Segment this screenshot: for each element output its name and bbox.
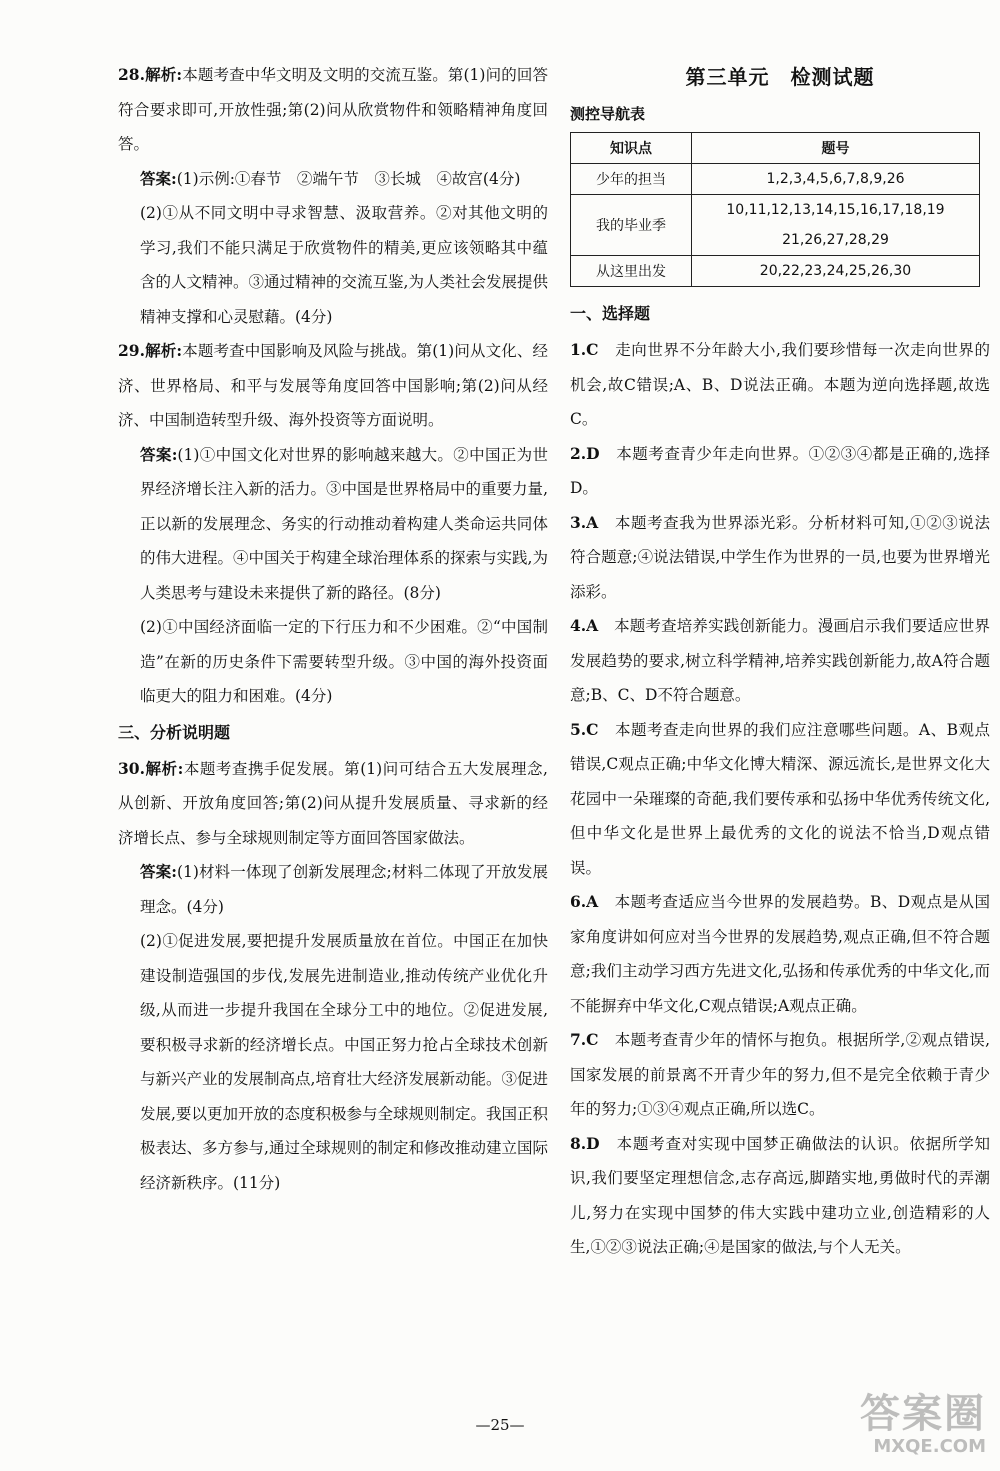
- question-number: 29.: [118, 341, 145, 360]
- answer-text: (1)材料一体现了创新发展理念;材料二体现了开放发展理念。(4分): [140, 863, 548, 916]
- table-header-cell: 知识点: [571, 133, 692, 164]
- item-text: 本题考查走向世界的我们应注意哪些问题。A、B观点错误,C观点正确;中华文化博大精深、源远流长,是世界文化大花园中一朵璀璨的奇葩,我们要传承和弘扬中华优秀传统文化,但中华文化是世界上最优秀的文化的说法不恰当,D观点错误。: [570, 720, 990, 877]
- item-number: 6.A: [570, 892, 599, 911]
- table-cell: 少年的担当: [571, 164, 692, 195]
- item-text: 本题考查青少年的情怀与抱负。根据所学,②观点错误,国家发展的前景离不开青少年的努力,但不是完全依赖于青少年的努力;①③④观点正确,所以选C。: [570, 1031, 990, 1118]
- q28-answer-2: (2)①从不同文明中寻求智慧、汲取营养。②对其他文明的学习,我们不能只满足于欣赏物件的精美,更应该领略其中蕴含的人文精神。③通过精神的交流互鉴,为人类社会发展提供精神支撑和心灵慰藉。(4分): [140, 204, 548, 326]
- table-cell: 从这里出发: [571, 256, 692, 287]
- table-cell-line: 10,11,12,13,14,15,16,17,18,19: [726, 202, 945, 218]
- choice-item: [570, 609, 990, 713]
- analysis-label: 解析:: [144, 758, 184, 778]
- section-heading: 一、选择题: [570, 304, 651, 323]
- navigation-table: [570, 132, 980, 287]
- item-number: 3.A: [570, 512, 599, 532]
- choice-item: [570, 1127, 990, 1265]
- section-heading: 三、分析说明题: [118, 722, 231, 742]
- choice-item: [570, 713, 990, 886]
- analysis-label: 解析:: [144, 65, 183, 84]
- choice-item: [570, 437, 990, 506]
- analysis-text: 本题考查携手促发展。第(1)问可结合五大发展理念,从创新、开放角度回答;第(2)问从提升发展质量、寻求新的经济增长点、参与全球规则制定等方面回答国家做法。: [118, 759, 548, 847]
- item-text: 本题考查我为世界添光彩。分析材料可知,①②③说法符合题意;④说法错误,中学生作为世界的一员,也要为世界增光添彩。: [570, 513, 990, 601]
- table-header-row: [571, 133, 980, 164]
- item-number: 8.D: [570, 1133, 600, 1153]
- q29-analysis: [118, 334, 548, 438]
- item-number: 5.C: [570, 719, 599, 739]
- table-cell: [692, 195, 980, 256]
- q30-analysis: [118, 752, 548, 856]
- table-cell: 1,2,3,4,5,6,7,8,9,26: [692, 164, 980, 195]
- table-cell: 20,22,23,24,25,26,30: [692, 256, 980, 287]
- unit-title: 第三单元 检测试题: [685, 65, 875, 89]
- left-column: [118, 58, 548, 1200]
- item-text: 本题考查对实现中国梦正确做法的认识。依据所学知识,我们要坚定理想信念,志存高远,脚踏实地,勇做时代的弄潮儿,努力在实现中国梦的伟大实践中建功立业,创造精彩的人生,①②③说法正确;④是国家的做法,与个人无关。: [570, 1134, 990, 1256]
- nav-table-title: 测控导航表: [570, 105, 646, 123]
- analysis-text: 本题考查中国影响及风险与挑战。第(1)问从文化、经济、世界格局、和平与发展等角度回答中国影响;第(2)问从经济、中国制造转型升级、海外投资等方面说明。: [118, 342, 548, 429]
- q28-analysis: [118, 58, 548, 162]
- question-number: 28.: [118, 65, 145, 84]
- choice-item: [570, 885, 990, 1023]
- q28-answer-1: [118, 162, 548, 197]
- table-row: [571, 195, 980, 256]
- answer-label: 答案:: [140, 168, 177, 188]
- item-text: 走向世界不分年龄大小,我们要珍惜每一次走向世界的机会,故C错误;A、B、D说法正确。本题为逆向选择题,故选C。: [570, 341, 990, 428]
- table-row: [571, 256, 980, 287]
- analysis-label: 解析:: [144, 341, 183, 360]
- table-cell: 我的毕业季: [571, 195, 692, 256]
- table-header-cell: 题号: [692, 133, 980, 164]
- watermark-text: 答案圈: [860, 1391, 986, 1437]
- item-number: 7.C: [570, 1030, 599, 1049]
- answer-text: (1)①中国文化对世界的影响越来越大。②中国正为世界经济增长注入新的活力。③中国是世界格局中的重要力量,正以新的发展理念、务实的行动推动着构建人类命运共同体的伟大进程。④中国关于构建全球治理体系的探索与实践,为人类思考与建设未来提供了新的路径。(8分): [140, 445, 548, 602]
- answer-text: (1)示例:①春节 ②端午节 ③长城 ④故宫(4分): [176, 169, 521, 188]
- answer-label: 答案:: [140, 862, 177, 881]
- right-column: [570, 58, 990, 1265]
- q30-answer-2: (2)①促进发展,要把提升发展质量放在首位。中国正在加快建设制造强国的步伐,发展先进制造业,推动传统产业优化升级,从而进一步提升我国在全球分工中的地位。②促进发展,要积极寻求新的经济增长点。中国正努力抢占全球技术创新与新兴产业的发展制高点,培育壮大经济发展新动能。③促进发展,要以更加开放的态度积极参与全球规则制定。我国正积极表达、多方参与,通过全球规则的制定和修改推动建立国际经济新秩序。(11分): [140, 932, 548, 1192]
- choice-item: [570, 1023, 990, 1127]
- question-number: 30.: [118, 758, 145, 778]
- answer-label: 答案:: [140, 444, 178, 464]
- q29-answer-1: [118, 438, 548, 611]
- watermark-url: MXQE.COM: [873, 1436, 986, 1457]
- q30-answer-1: [118, 855, 548, 924]
- item-text: 本题考查适应当今世界的发展趋势。B、D观点是从国家角度讲如何应对当今世界的发展趋势,观点正确,但不符合题意;我们主动学习西方先进文化,弘扬和传承优秀的中华文化,而不能摒弃中华文化,C观点错误;A观点正确。: [570, 893, 991, 1015]
- item-text: 本题考查青少年走向世界。①②③④都是正确的,选择D。: [570, 444, 990, 497]
- q29-answer-2: (2)①中国经济面临一定的下行压力和不少困难。②“中国制造”在新的历史条件下需要转型升级。③中国的海外投资面临更大的阻力和困难。(4分): [140, 618, 548, 705]
- item-text: 本题考查培养实践创新能力。漫画启示我们要适应世界发展趋势的要求,树立科学精神,培养实践创新能力,故A符合题意;B、C、D不符合题意。: [570, 617, 990, 704]
- item-number: 4.A: [570, 616, 599, 635]
- item-number: 2.D: [570, 443, 600, 463]
- watermark-logo: [860, 1392, 986, 1457]
- page-number: —25—: [475, 1416, 525, 1434]
- table-cell-line: 21,26,27,28,29: [782, 232, 889, 248]
- item-number: 1.C: [570, 340, 599, 359]
- choice-item: [570, 333, 990, 437]
- analysis-text: 本题考查中华文明及文明的交流互鉴。第(1)问的回答符合要求即可,开放性强;第(2)问从欣赏物件和领略精神角度回答。: [118, 66, 548, 153]
- table-row: [571, 164, 980, 195]
- choice-item: [570, 506, 990, 610]
